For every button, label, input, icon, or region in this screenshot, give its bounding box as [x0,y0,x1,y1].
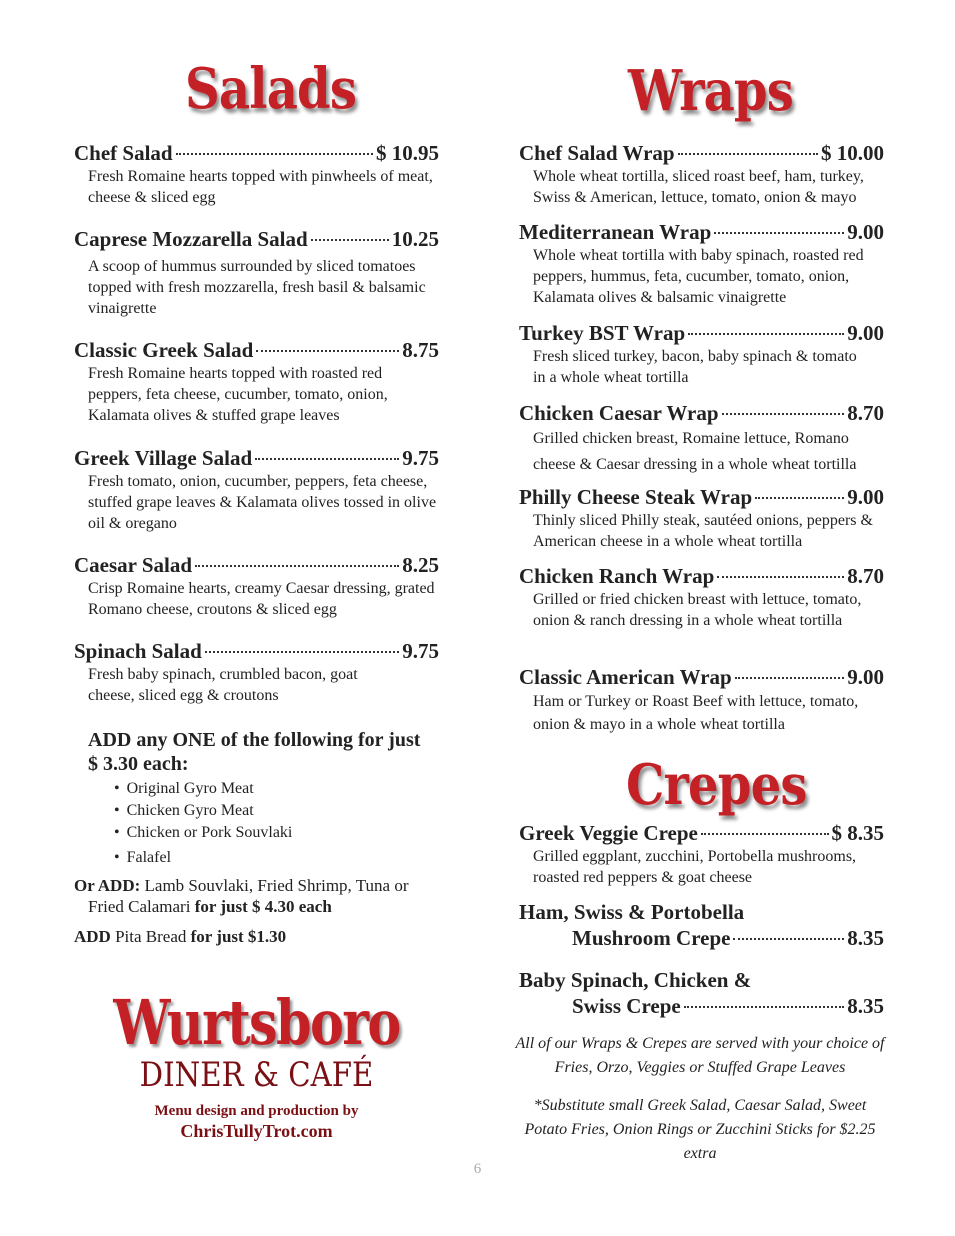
item-description: Fresh baby spinach, crumbled bacon, goat cheese, sliced egg & croutons [88,666,358,704]
menu-item-mediterranean-wrap [519,219,884,308]
item-name: Classic Greek Salad [74,338,254,362]
item-price: 8.70 [847,401,884,425]
addon-option: • Original Gyro Meat [114,778,439,800]
leader-dots [714,232,844,234]
item-description: Crisp Romaine hearts, creamy Caesar dressing, grated Romano cheese, croutons & sliced egg [88,580,435,618]
leader-dots [311,239,389,241]
item-description: Grilled chicken breast, Romaine lettuce, Romano cheese & Caesar dressing in a whole wheat tortilla [533,430,857,473]
or-add-items: Lamb Souvlaki, Fried Shrimp, Tuna or Fried Calamari [88,876,409,916]
item-name: Chef Salad Wrap [519,141,675,165]
item-price: 9.00 [847,220,884,244]
addon-option: • Chicken or Pork Souvlaki [114,822,439,844]
item-description: Ham or Turkey or Roast Beef with lettuce, tomato, onion & mayo in a whole wheat tortilla [533,693,859,733]
menu-item-greek-veggie-crepe [519,820,884,888]
leader-dots [701,833,829,835]
item-price: 9.00 [847,665,884,689]
menu-item-spinach-salad [74,638,439,706]
item-description: Grilled or fried chicken breast with lettuce, tomato, onion & ranch dressing in a whole wheat tortilla [533,591,862,629]
item-price: 8.70 [847,564,884,588]
item-price: 9.00 [847,321,884,345]
item-name: Greek Village Salad [74,446,253,470]
menu-item-caesar-salad [74,552,439,620]
logo-subtitle: DINER & CAFÉ [139,1055,374,1095]
item-name-continued: Swiss Crepe [572,994,681,1018]
leader-dots [755,497,844,499]
item-description: Whole wheat tortilla, sliced roast beef, ham, turkey, Swiss & American, lettuce, tomato, onion & mayo [533,168,864,206]
menu-item-classic-greek-salad [74,337,439,426]
leader-dots [733,938,844,940]
menu-item-ham-swiss-crepe [519,899,884,951]
wraps-title: Wraps [628,58,793,124]
item-name: Caesar Salad [74,553,193,577]
item-price: $ 10.00 [821,141,884,165]
wraps-crepes-side-note: All of our Wraps & Crepes are served with your choice of Fries, Orzo, Veggies or Stuffed Grape Leaves [515,1035,885,1076]
item-name: Chicken Caesar Wrap [519,401,719,425]
design-credit-site: ChrisTullyTrot.com [180,1121,333,1141]
item-name: Philly Cheese Steak Wrap [519,485,753,509]
item-description: Fresh Romaine hearts topped with roasted red peppers, feta cheese, cucumber, tomato, onion, Kalamata olives & stuffed grape leaves [88,365,388,424]
item-price: 8.75 [402,338,439,362]
menu-item-chef-salad [74,140,439,208]
pita-item: Pita Bread [115,927,187,946]
substitution-note: *Substitute small Greek Salad, Caesar Salad, Sweet Potato Fries, Onion Rings or Zucchini Sticks for $2.25 extra [524,1097,876,1162]
menu-item-turkey-bst-wrap [519,320,884,388]
menu-item-caprese-salad [74,226,439,319]
item-name: Baby Spinach, Chicken & [519,968,752,992]
item-name-continued: Mushroom Crepe [572,926,731,950]
item-name: Caprese Mozzarella Salad [74,227,308,251]
leader-dots [688,333,844,335]
salads-title: Salads [185,56,357,122]
or-add-line [74,875,439,917]
leader-dots [717,576,844,578]
menu-item-greek-village-salad [74,445,439,534]
menu-item-philly-cheese-steak-wrap [519,484,884,552]
leader-dots [722,413,845,415]
item-description: Fresh sliced turkey, bacon, baby spinach & tomato in a whole wheat tortilla [533,348,857,386]
leader-dots [255,458,399,460]
item-name: Turkey BST Wrap [519,321,686,345]
item-price: 8.25 [402,553,439,577]
item-price: $ 10.95 [376,141,439,165]
item-name: Mediterranean Wrap [519,220,712,244]
crepes-title: Crepes [626,752,807,818]
logo-name: Wurtsboro [113,986,400,1059]
page-number: 6 [473,1161,482,1177]
restaurant-logo [74,986,439,1142]
item-name: Greek Veggie Crepe [519,821,698,845]
item-price: 10.25 [391,227,439,251]
item-description: Thinly sliced Philly steak, sautéed onions, peppers & American cheese in a whole wheat tortilla [533,512,873,550]
leader-dots [176,153,373,155]
menu-item-classic-american-wrap [519,664,884,736]
item-description: Grilled eggplant, zucchini, Portobella mushrooms, roasted red peppers & goat cheese [533,848,857,886]
addon-option: • Falafel [114,847,439,869]
item-price: $ 8.35 [831,821,884,845]
leader-dots [195,565,399,567]
item-price: 9.75 [402,639,439,663]
item-price: 8.35 [847,926,884,950]
addons-heading: ADD any ONE of the following for just $ 3.30 each: [88,729,421,775]
menu-item-chef-salad-wrap [519,140,884,208]
menu-item-baby-spinach-crepe [519,967,884,1019]
item-description: Fresh Romaine hearts topped with pinwheels of meat, cheese & sliced egg [88,168,433,206]
item-price: 8.35 [847,994,884,1018]
item-description: Fresh tomato, onion, cucumber, peppers, feta cheese, stuffed grape leaves & Kalamata olives tossed in olive oil & oregano [88,473,437,532]
item-price: 9.75 [402,446,439,470]
item-description: A scoop of hummus surrounded by sliced tomatoes topped with fresh mozzarella, fresh basil & balsamic vinaigrette [88,258,426,317]
item-price: 9.00 [847,485,884,509]
leader-dots [256,350,399,352]
or-add-price: for just $ 4.30 each [194,897,332,916]
leader-dots [735,677,845,679]
item-name: Chef Salad [74,141,173,165]
item-name: Spinach Salad [74,639,202,663]
pita-add-label: ADD [74,927,111,946]
menu-item-chicken-ranch-wrap [519,563,884,631]
or-add-label: Or ADD: [74,876,141,895]
leader-dots [205,651,399,653]
addons-list [114,778,439,869]
leader-dots [678,153,818,155]
design-credit: Menu design and production by [154,1103,359,1119]
pita-add-line [74,926,439,947]
pita-price: for just $1.30 [190,927,287,946]
leader-dots [684,1006,845,1008]
item-name: Chicken Ranch Wrap [519,564,715,588]
salad-addons [74,728,439,947]
item-name: Ham, Swiss & Portobella [519,900,745,924]
addon-option: • Chicken Gyro Meat [114,800,439,822]
menu-item-chicken-caesar-wrap [519,400,884,478]
item-name: Classic American Wrap [519,665,732,689]
item-description: Whole wheat tortilla with baby spinach, roasted red peppers, hummus, feta, cucumber, tomato, onion, Kalamata olives & balsamic vinaigrette [533,247,864,306]
